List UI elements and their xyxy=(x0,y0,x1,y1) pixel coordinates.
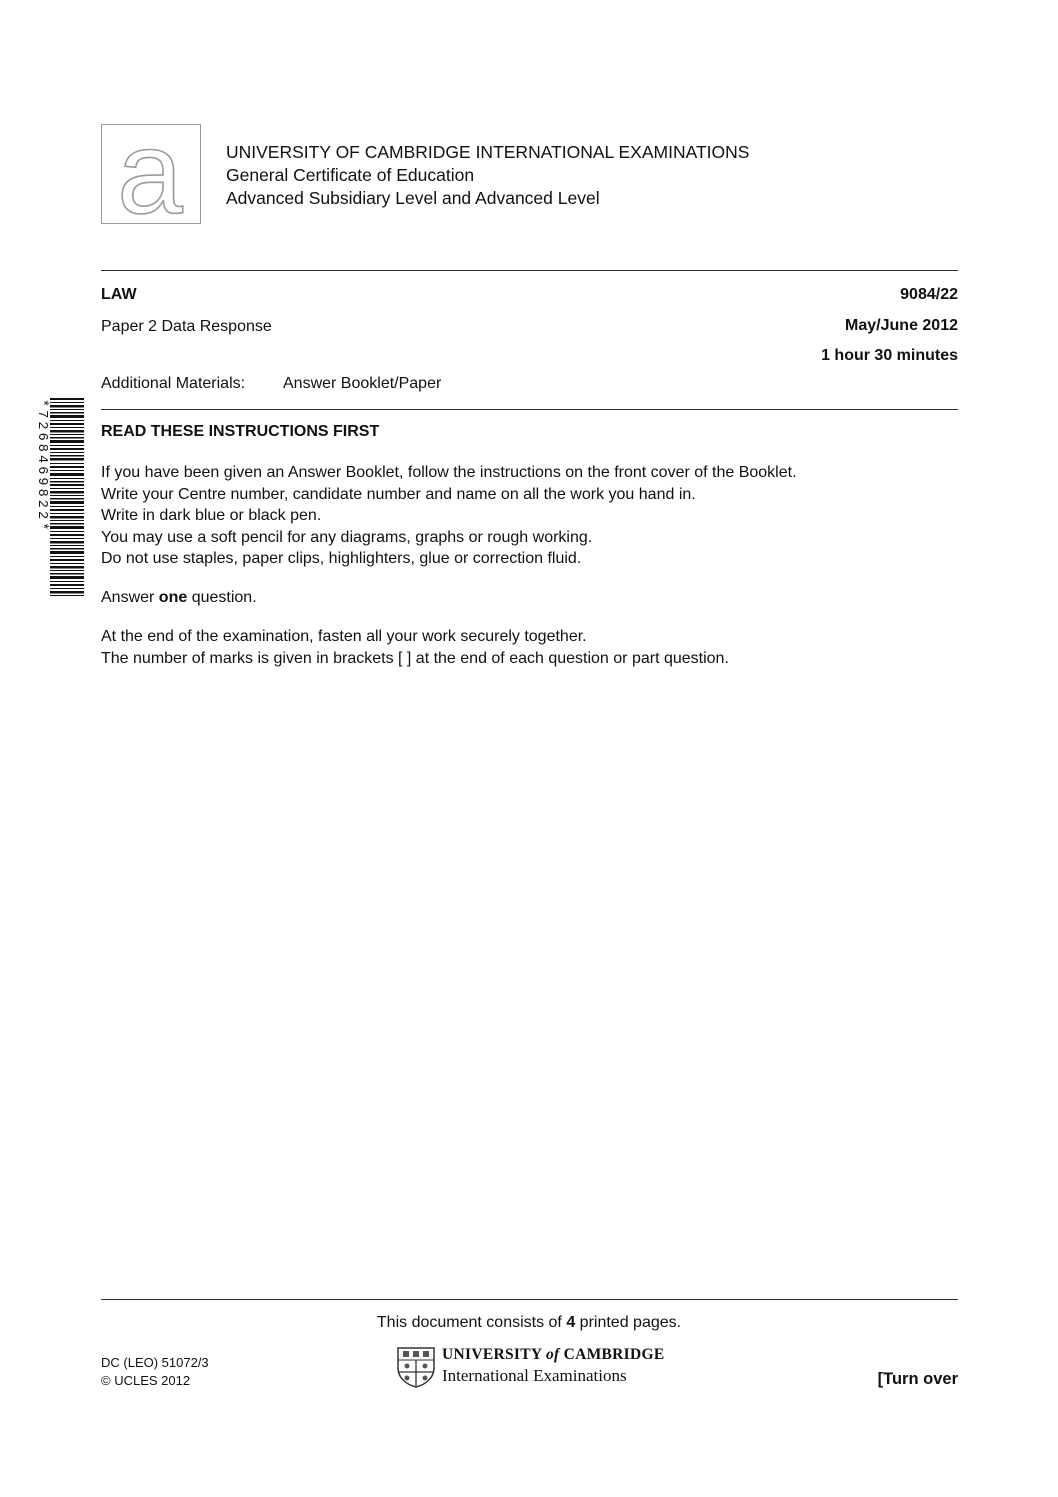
header-divider xyxy=(101,270,958,271)
page-count-note xyxy=(0,1312,1058,1334)
copyright-notice: © UCLES 2012 xyxy=(101,1373,191,1388)
footer-divider xyxy=(101,1299,958,1300)
subject-title: LAW xyxy=(101,286,137,303)
pages-prefix: This document consists of xyxy=(376,1314,567,1331)
closing-line: At the end of the examination, fasten all your work securely together. xyxy=(101,628,587,645)
answer-prefix: Answer xyxy=(101,589,159,606)
pages-count: 4 xyxy=(566,1314,576,1331)
closing-line: The number of marks is given in brackets [ ] at the end of each question or part question. xyxy=(101,649,729,667)
answer-suffix: question. xyxy=(187,589,257,606)
instructions-heading: READ THESE INSTRUCTIONS FIRST xyxy=(101,423,380,440)
instructions-list xyxy=(101,462,797,570)
qualification-level: Advanced Subsidiary Level and Advanced Level xyxy=(226,188,600,208)
cam-name-part: CAMBRIDGE xyxy=(559,1346,665,1363)
answer-count: one xyxy=(158,589,188,606)
instruction-line: Do not use staples, paper clips, highlighters, glue or correction fluid. xyxy=(101,550,582,567)
exam-session: May/June 2012 xyxy=(845,317,958,334)
document-reference: DC (LEO) 51072/3 xyxy=(101,1355,209,1370)
barcode-digits: *7268469822* xyxy=(34,399,49,534)
exam-board-logo xyxy=(101,107,201,239)
candidate-barcode xyxy=(36,396,86,601)
pages-suffix: printed pages. xyxy=(575,1314,682,1331)
instructions-divider xyxy=(101,409,958,410)
cambridge-logo-name xyxy=(442,1346,665,1364)
exam-duration: 1 hour 30 minutes xyxy=(821,347,958,364)
instruction-line: Write your Centre number, candidate number and name on all the work you hand in. xyxy=(101,485,696,503)
answer-instruction xyxy=(101,587,257,609)
cambridge-logo-subtitle: International Examinations xyxy=(442,1366,627,1385)
barcode-icon xyxy=(36,396,86,601)
instruction-line: Write in dark blue or black pen. xyxy=(101,507,322,524)
closing-instructions xyxy=(101,626,729,669)
instruction-line: If you have been given an Answer Booklet, follow the instructions on the front cover of the Booklet. xyxy=(101,464,797,481)
materials-value: Answer Booklet/Paper xyxy=(283,375,442,392)
cam-name-of: of xyxy=(545,1346,560,1363)
instruction-line: You may use a soft pencil for any diagrams, graphs or rough working. xyxy=(101,528,593,546)
institution-name: UNIVERSITY OF CAMBRIDGE INTERNATIONAL EXAMINATIONS xyxy=(226,142,750,162)
qualification-name: General Certificate of Education xyxy=(226,165,475,185)
paper-title: Paper 2 Data Response xyxy=(101,318,272,335)
cambridge-crest-icon xyxy=(396,1346,436,1388)
svg-text:a: a xyxy=(117,107,183,239)
syllabus-code: 9084/22 xyxy=(900,286,958,303)
turn-over-note: [Turn over xyxy=(877,1370,958,1388)
materials-label: Additional Materials: xyxy=(101,375,246,392)
letter-a-logo-icon xyxy=(102,107,199,239)
cam-name-part: UNIVERSITY xyxy=(442,1346,546,1363)
